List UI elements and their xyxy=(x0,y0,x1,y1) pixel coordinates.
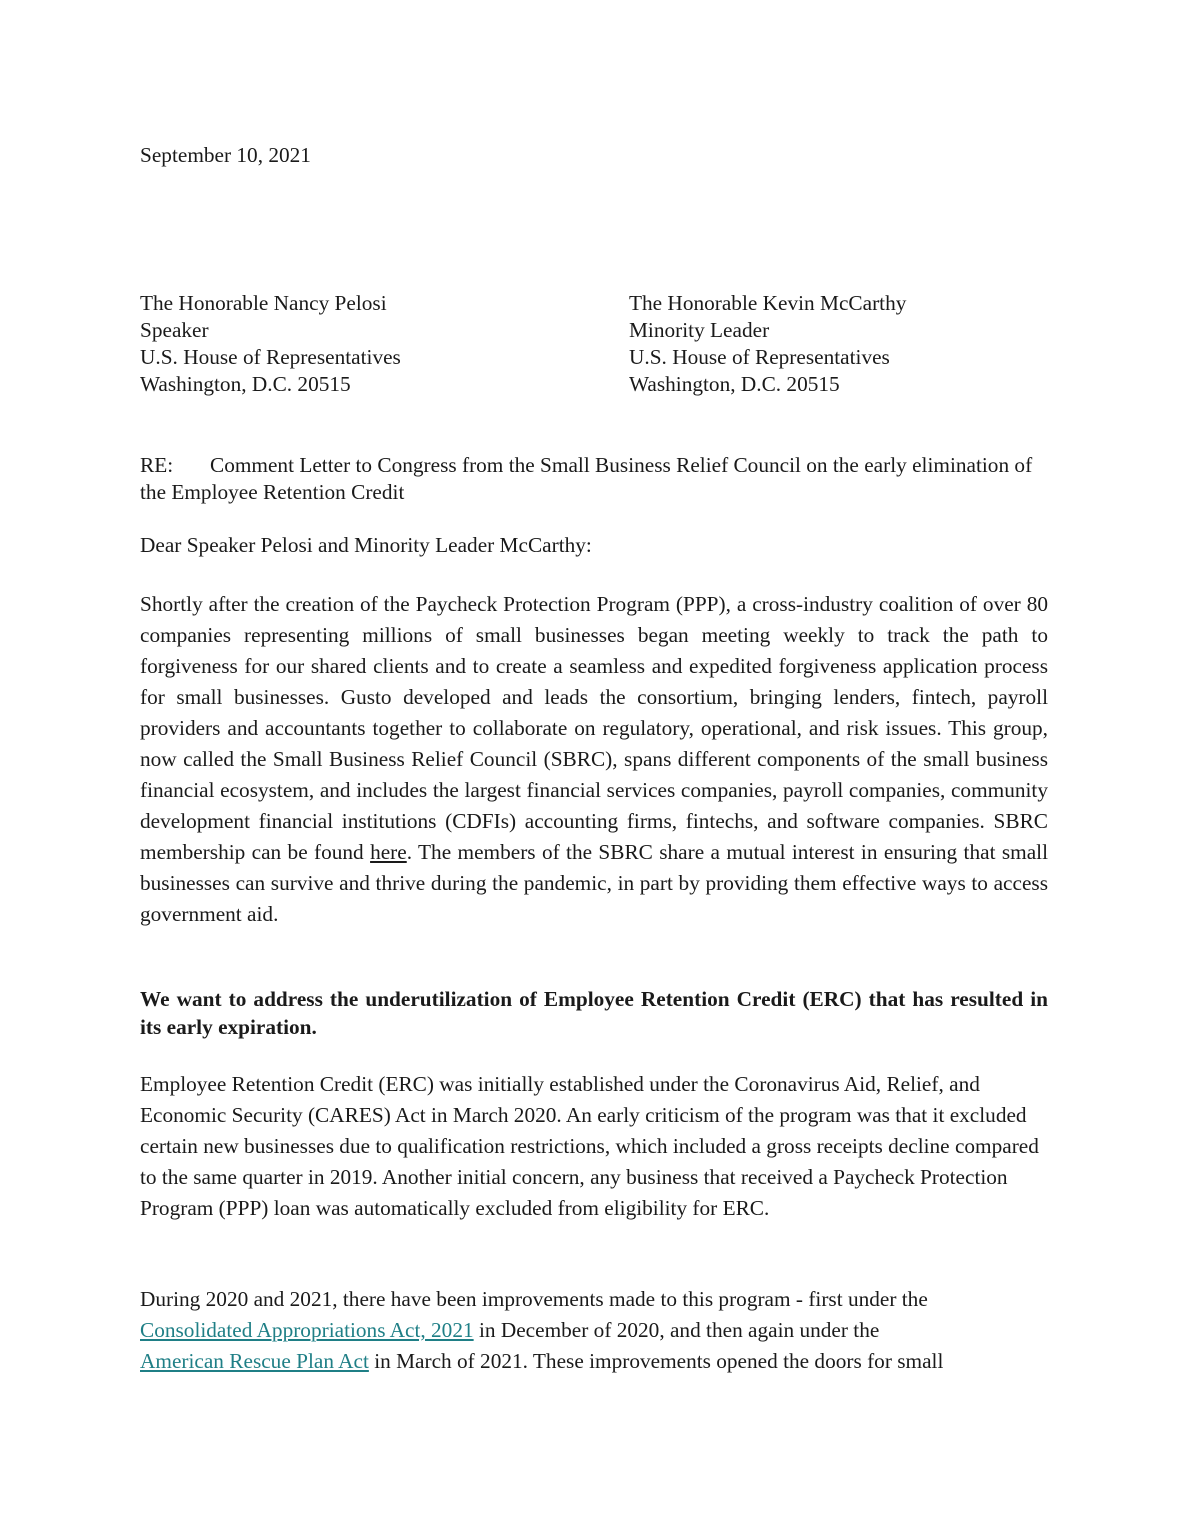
letter-date: September 10, 2021 xyxy=(140,143,311,167)
american-rescue-plan-act-link[interactable]: American Rescue Plan Act xyxy=(140,1349,369,1373)
paragraph-text: in December of 2020, and then again under the xyxy=(473,1318,880,1342)
recipient-name: The Honorable Nancy Pelosi xyxy=(140,291,387,315)
paragraph-text: Shortly after the creation of the Paycheck Protection Program (PPP), a cross-industry coalition of over 80 companies representing millions of small businesses began meeting weekly to track the path to forgiveness for our shared clients and to create a seamless and expedited forgiveness application process for small businesses. Gusto developed and leads the consortium, bringing lenders, fintech, payroll providers and accountants together to collaborate on regulatory, operational, and risk issues. This group, now called the Small Business Relief Council (SBRC), spans different components of the small business financial ecosystem, and includes the largest financial services companies, payroll companies, community development financial institutions (CDFIs) accounting firms, fintechs, and software companies. SBRC membership can be found xyxy=(140,592,1048,864)
recipient-street: Washington, D.C. 20515 xyxy=(629,372,840,396)
paragraph-erc-improvements xyxy=(140,1284,1050,1377)
consolidated-appropriations-act-link[interactable]: Consolidated Appropriations Act, 2021 xyxy=(140,1318,474,1342)
recipient-organization: U.S. House of Representatives xyxy=(629,345,890,369)
recipient-street: Washington, D.C. 20515 xyxy=(140,372,351,396)
recipient-title: Minority Leader xyxy=(629,318,770,342)
recipient-address-right xyxy=(629,290,1049,398)
paragraph-text: During 2020 and 2021, there have been improvements made to this program - first under the xyxy=(140,1287,928,1311)
sbrc-membership-link[interactable]: here xyxy=(370,840,407,864)
subject-text: Comment Letter to Congress from the Small Business Relief Council on the early elimination of the Employee Retention Credit xyxy=(140,453,1033,504)
paragraph-erc-background: Employee Retention Credit (ERC) was initially established under the Coronavirus Aid, Relief, and Economic Security (CARES) Act in March 2020. An early criticism of the program was that it excluded certain new businesses due to qualification restrictions, which included a gross receipts decline compared to the same quarter in 2019. Another initial concern, any business that received a Paycheck Protection Program (PPP) loan was automatically excluded from eligibility for ERC. xyxy=(140,1072,1039,1220)
paragraph-sbrc-intro xyxy=(140,589,1048,930)
subject-label: RE: xyxy=(140,453,174,477)
salutation: Dear Speaker Pelosi and Minority Leader McCarthy: xyxy=(140,533,592,557)
paragraph-text: in March of 2021. These improvements opened the doors for small xyxy=(368,1349,944,1373)
recipient-organization: U.S. House of Representatives xyxy=(140,345,401,369)
recipient-address-left xyxy=(140,290,560,398)
subject-line xyxy=(140,452,1050,506)
recipient-title: Speaker xyxy=(140,318,209,342)
recipient-name: The Honorable Kevin McCarthy xyxy=(629,291,907,315)
paragraph-text: . The members of the SBRC share a mutual interest in ensuring that small businesses can survive and thrive during the pandemic, in part by providing them effective ways to access government aid. xyxy=(140,840,1048,926)
section-heading: We want to address the underutilization of Employee Retention Credit (ERC) that has resulted in its early expiration. xyxy=(140,987,1048,1039)
